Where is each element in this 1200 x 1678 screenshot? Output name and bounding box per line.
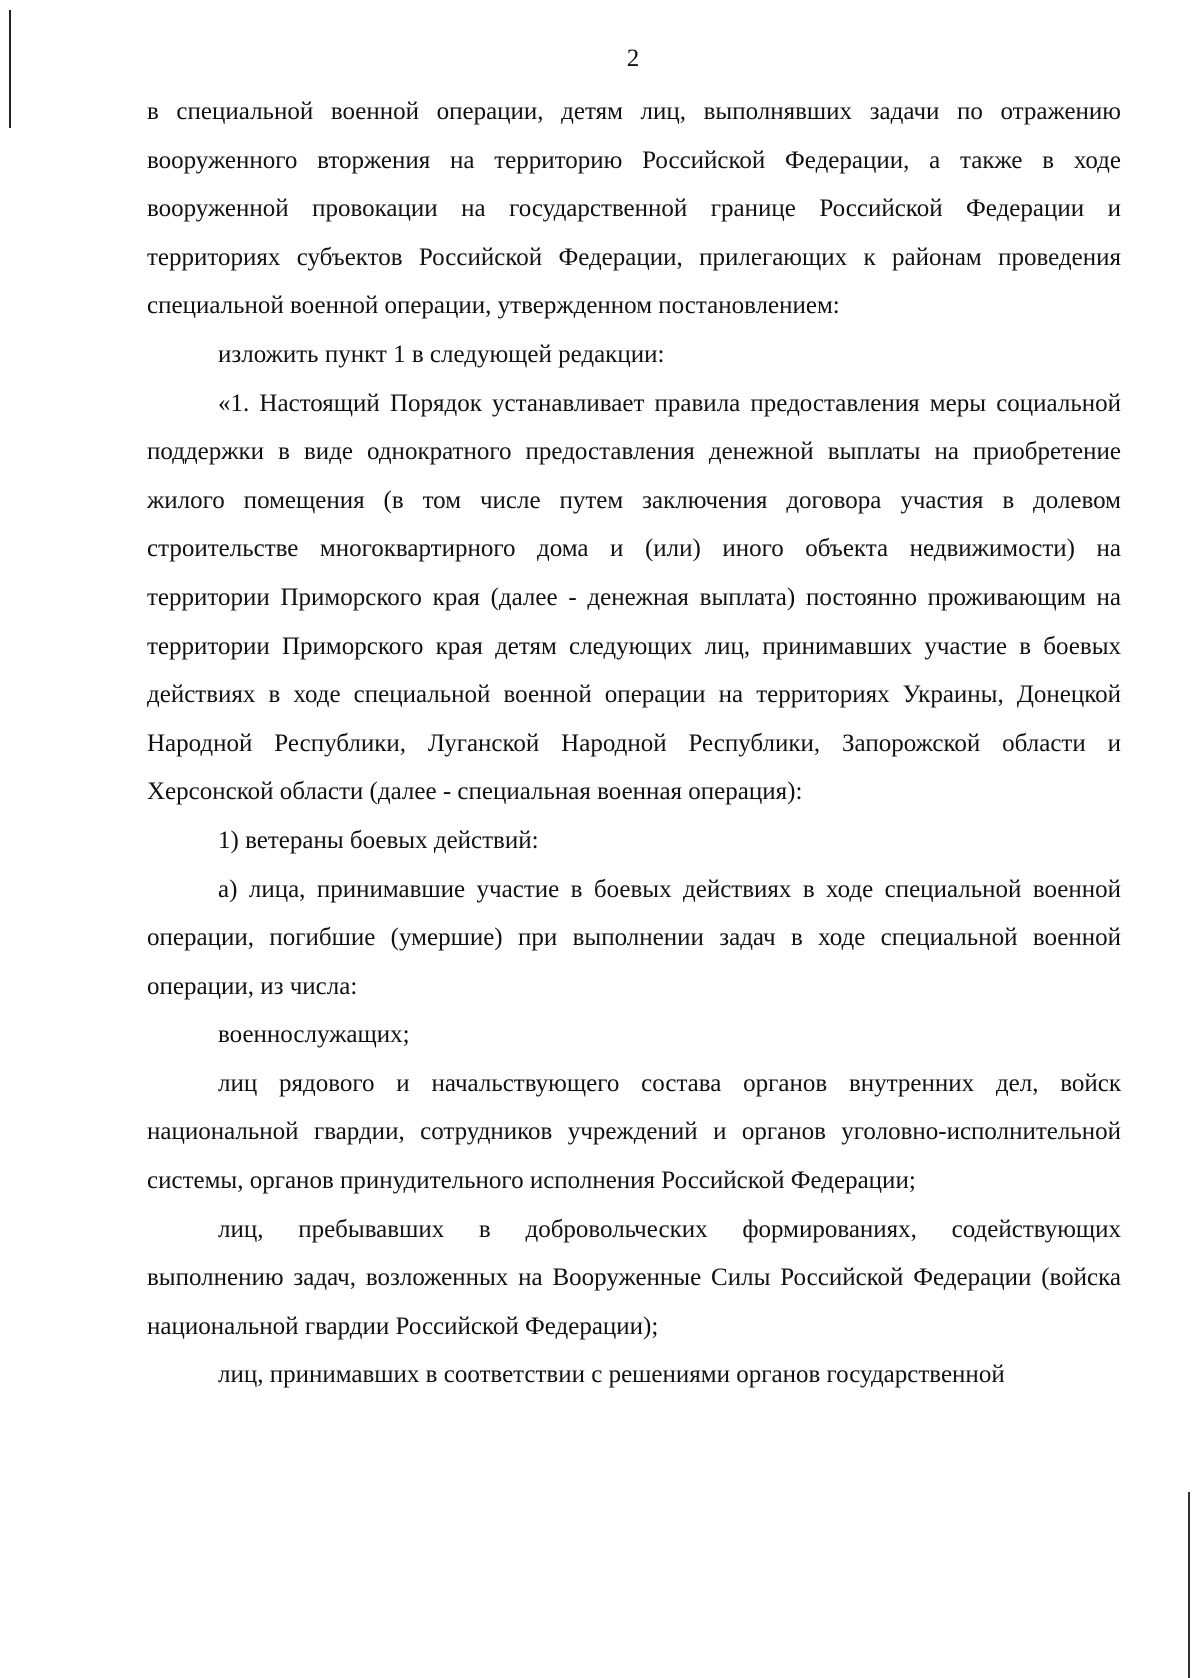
paragraph-list-internal-affairs: лиц рядового и начальствующего состава органов внутренних дел, войск национальной гвардии, сотрудников учреждений и органов уголовно-исполнительной системы, органов принудительного исполнения Российской Федерации; xyxy=(147,1069,1121,1195)
paragraph-list-state-decisions: лиц, принимавших в соответствии с решениями органов государственной xyxy=(218,1361,1005,1389)
paragraph-list-servicemen: военнослужащих; xyxy=(218,1021,410,1049)
paragraph-list-volunteers: лиц, пребывавших в добровольческих формированиях, содействующих выполнению задач, возложенных на Вооруженные Силы Российской Федерации (войска национальной гвардии Российской Федерации); xyxy=(147,1215,1121,1340)
document-body xyxy=(147,88,1121,1400)
paragraph-instruction: изложить пункт 1 в следующей редакции: xyxy=(218,340,665,368)
paragraph-subitem-1: 1) ветераны боевых действий: xyxy=(218,826,539,854)
paragraph-item-1: «1. Настоящий Порядок устанавливает правила предоставления меры социальной поддержки в виде однократного предоставления денежной выплаты на приобретение жилого помещения (в том числе путем заключения договора участия в долевом строительстве многоквартирного дома и (или) иного объекта недвижимости) на территории Приморского края (далее - денежная выплата) постоянно проживающим на территории Приморского края детям следующих лиц, принимавших участие в боевых действиях в ходе специальной военной операции на территориях Украины, Донецкой Народной Республики, Луганской Народной Республики, Запорожской области и Херсонской области (далее - специальная военная операция): xyxy=(147,389,1121,806)
paragraph-continuation: в специальной военной операции, детям лиц, выполнявших задачи по отражению вооруженного вторжения на территорию Российской Федерации, а также в ходе вооруженной провокации на государственной границе Российской Федерации и территориях субъектов Российской Федерации, прилегающих к районам проведения специальной военной операции, утвержденном постановлением: xyxy=(147,98,1121,320)
scan-edge-right xyxy=(1188,1492,1190,1678)
paragraph-subitem-a: а) лица, принимавшие участие в боевых действиях в ходе специальной военной операции, погибшие (умершие) при выполнении задач в ходе специальной военной операции, из числа: xyxy=(147,875,1121,1000)
page-number: 2 xyxy=(626,45,640,72)
